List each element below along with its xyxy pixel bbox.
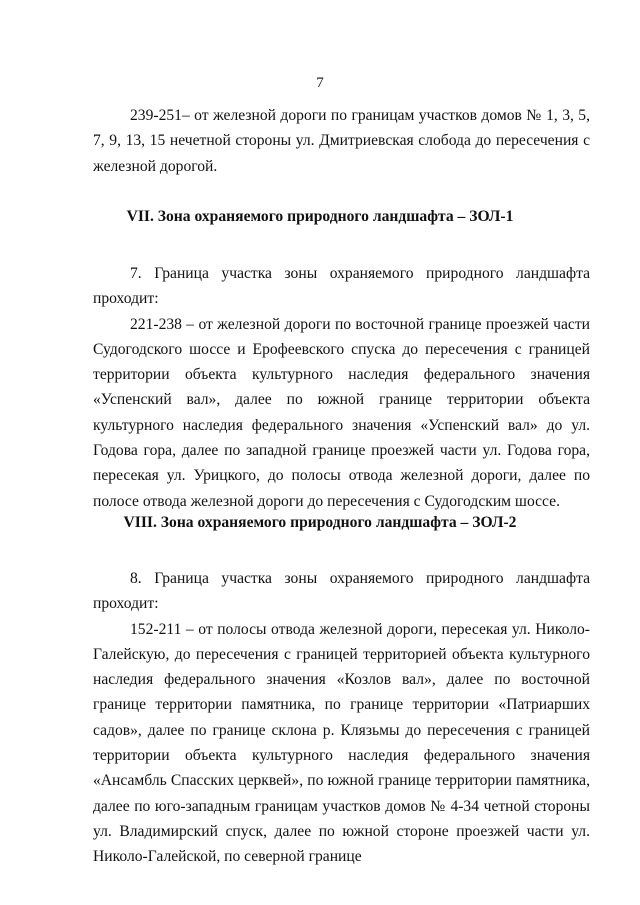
section-vi-tail: [93, 103, 590, 179]
page-number: 7: [316, 75, 324, 91]
paragraph-239-251: 239-251– от железной дороги по границам участков домов № 1, 3, 5, 7, 9, 13, 15 нечетной стороны ул. Дмитриевская слобода до пересечения с железной дорогой.: [93, 107, 590, 175]
section-viii-intro: 8. Граница участка зоны охраняемого природного ландшафта проходит:: [93, 570, 590, 613]
paragraph-221-238: 221-238 – от железной дороги по восточной границе проезжей части Судогодского шоссе и Ерофеевского спуска до пересечения с границей территории объекта культурного наследия федерального значения «Успенский вал», далее по южной границе территории объекта культурного наследия федерального значения «Успенский вал» до ул. Годова гора, далее по западной границе проезжей части ул. Годова гора, пересекая ул. Урицкого, до полосы отвода железной дороги, далее по полосе отвода железной дороги до пересечения с Судогодским шоссе.: [93, 315, 590, 510]
section-vii-body: [93, 261, 590, 514]
section-viii-heading: VIII. Зона охраняемого природного ландшафта – ЗОЛ-2: [123, 514, 517, 531]
section-vii-heading: VII. Зона охраняемого природного ландшафта – ЗОЛ-1: [126, 208, 514, 225]
paragraph-152-211: 152-211 – от полосы отвода железной дороги, пересекая ул. Николо-Галейскую, до пересечения с границей территорией объекта культурного наследия федерального значения «Козлов вал», далее по восточной границе территории памятника, по границе территории «Патриарших садов», далее по границе склона р. Клязьмы до пересечения с границей территории объекта культурного наследия федерального значения «Ансамбль Спасских церквей», по южной границе территории памятника, далее по юго-западным границам участков домов № 4-34 четной стороны ул. Владимирский спуск, далее по южной стороне проезжей части ул. Николо-Галейской, по северной границе: [93, 620, 590, 866]
section-viii-body: [93, 566, 590, 870]
section-vii-intro: 7. Граница участка зоны охраняемого природного ландшафта проходит:: [93, 265, 590, 308]
